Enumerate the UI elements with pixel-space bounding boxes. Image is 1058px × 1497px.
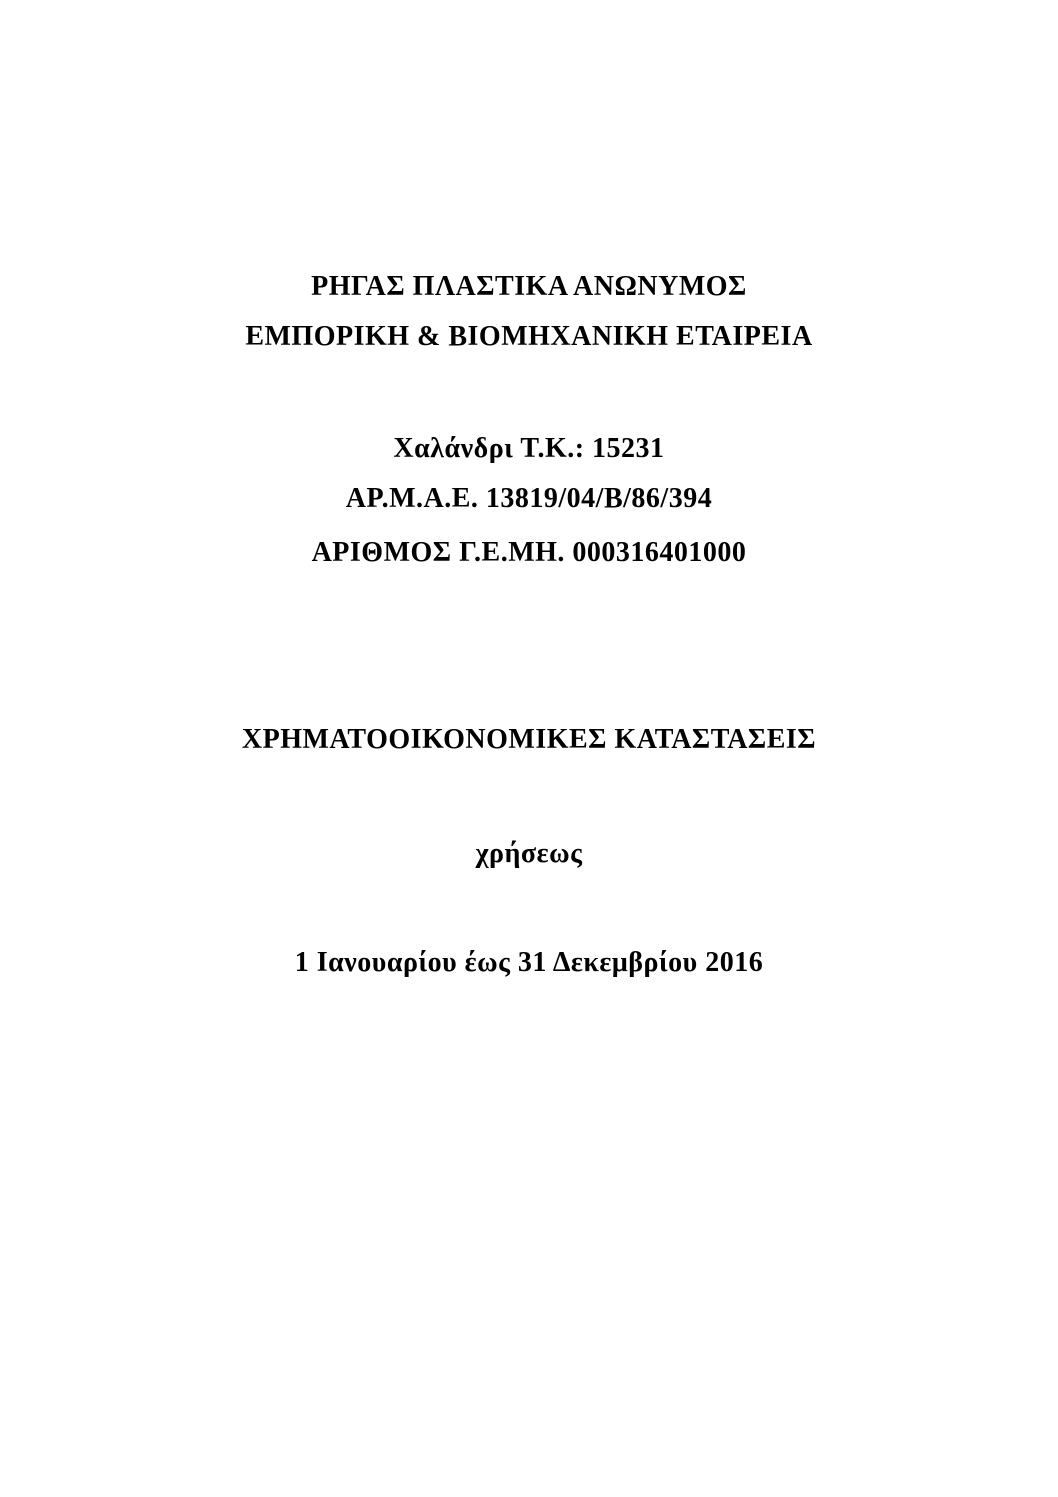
financial-statements-subtitle: χρήσεως [475,838,583,869]
company-name-line-2: ΕΜΠΟΡΙΚΗ & ΒΙΟΜΗΧΑΝΙΚΗ ΕΤΑΙΡΕΙΑ [245,321,813,352]
fiscal-period: 1 Ιανουαρίου έως 31 Δεκεμβρίου 2016 [294,947,764,978]
financial-statements-title: ΧΡΗΜΑΤΟΟΙΚΟΝΟΜΙΚΕΣ ΚΑΤΑΣΤΑΣΕΙΣ [241,724,817,755]
registry-number-gemi: ΑΡΙΘΜΟΣ Γ.Ε.ΜΗ. 000316401000 [311,537,747,568]
registry-number-armae: ΑΡ.Μ.Α.Ε. 13819/04/Β/86/394 [345,483,713,514]
company-address: Χαλάνδρι Τ.Κ.: 15231 [393,433,665,464]
company-name-line-1: ΡΗΓΑΣ ΠΛΑΣΤΙΚΑ ΑΝΩΝΥΜΟΣ [311,271,747,302]
